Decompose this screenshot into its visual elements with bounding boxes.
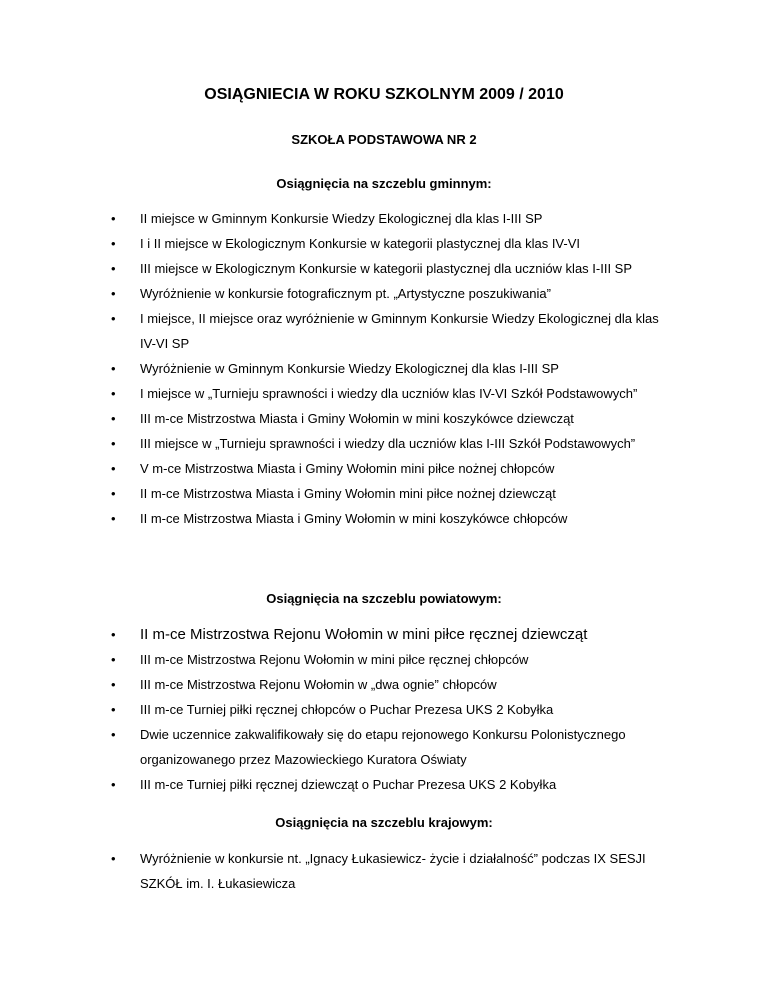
list-item: • I miejsce w „Turnieju sprawności i wiedzy dla uczniów klas IV-VI Szkół Podstawowych” — [0, 381, 768, 406]
bullet-icon: • — [111, 727, 116, 742]
section-heading-county: Osiągnięcia na szczeblu powiatowym: — [266, 591, 502, 606]
school-name: SZKOŁA PODSTAWOWA NR 2 — [291, 132, 477, 147]
bullet-icon: • — [111, 702, 116, 717]
bullet-icon: • — [111, 311, 116, 326]
list-item: • II m-ce Mistrzostwa Miasta i Gminy Wołomin mini piłce nożnej dziewcząt — [0, 481, 768, 506]
county-achievements-list — [0, 622, 768, 797]
list-item: • II m-ce Mistrzostwa Miasta i Gminy Wołomin w mini koszykówce chłopców — [0, 506, 768, 531]
list-item: • II m-ce Mistrzostwa Rejonu Wołomin w mini piłce ręcznej dziewcząt — [0, 622, 768, 647]
list-item: • II miejsce w Gminnym Konkursie Wiedzy Ekologicznej dla klas I-III SP — [0, 206, 768, 231]
bullet-icon: • — [111, 461, 116, 476]
list-item: • III m-ce Mistrzostwa Rejonu Wołomin w mini piłce ręcznej chłopców — [0, 647, 768, 672]
list-item: • Wyróżnienie w Gminnym Konkursie Wiedzy Ekologicznej dla klas I-III SP — [0, 356, 768, 381]
bullet-icon: • — [111, 386, 116, 401]
list-item: • V m-ce Mistrzostwa Miasta i Gminy Wołomin mini piłce nożnej chłopców — [0, 456, 768, 481]
bullet-icon: • — [111, 436, 116, 451]
bullet-icon: • — [111, 286, 116, 301]
list-item: • Wyróżnienie w konkursie nt. „Ignacy Łukasiewicz- życie i działalność” podczas IX SESJI SZKÓŁ im. I. Łukasiewicza — [0, 846, 768, 896]
list-item: • III m-ce Mistrzostwa Miasta i Gminy Wołomin w mini koszykówce dziewcząt — [0, 406, 768, 431]
list-item: • III m-ce Turniej piłki ręcznej chłopców o Puchar Prezesa UKS 2 Kobyłka — [0, 697, 768, 722]
list-item: • Dwie uczennice zakwalifikowały się do etapu rejonowego Konkursu Polonistycznego organizowanego przez Mazowieckiego Kuratora Oświaty — [0, 722, 768, 772]
municipal-achievements-list — [0, 206, 768, 531]
list-item: • Wyróżnienie w konkursie fotograficznym pt. „Artystyczne poszukiwania” — [0, 281, 768, 306]
list-item: • I miejsce, II miejsce oraz wyróżnienie w Gminnym Konkursie Wiedzy Ekologicznej dla klas IV-VI SP — [0, 306, 768, 356]
section-heading-municipal: Osiągnięcia na szczeblu gminnym: — [276, 176, 492, 191]
bullet-icon: • — [111, 486, 116, 501]
bullet-icon: • — [111, 627, 116, 642]
bullet-icon: • — [111, 211, 116, 226]
bullet-icon: • — [111, 361, 116, 376]
list-item: • III m-ce Turniej piłki ręcznej dziewcząt o Puchar Prezesa UKS 2 Kobyłka — [0, 772, 768, 797]
bullet-icon: • — [111, 677, 116, 692]
bullet-icon: • — [111, 851, 116, 866]
page-title: OSIĄGNIECIA W ROKU SZKOLNYM 2009 / 2010 — [204, 86, 564, 103]
bullet-icon: • — [111, 511, 116, 526]
bullet-icon: • — [111, 261, 116, 276]
list-item: • III miejsce w „Turnieju sprawności i wiedzy dla uczniów klas I-III Szkół Podstawowych” — [0, 431, 768, 456]
bullet-icon: • — [111, 236, 116, 251]
bullet-icon: • — [111, 652, 116, 667]
bullet-icon: • — [111, 777, 116, 792]
list-item: • I i II miejsce w Ekologicznym Konkursie w kategorii plastycznej dla klas IV-VI — [0, 231, 768, 256]
list-item: • III m-ce Mistrzostwa Rejonu Wołomin w „dwa ognie” chłopców — [0, 672, 768, 697]
national-achievements-list — [0, 846, 768, 896]
list-item: • III miejsce w Ekologicznym Konkursie w kategorii plastycznej dla uczniów klas I-III SP — [0, 256, 768, 281]
section-heading-national: Osiągnięcia na szczeblu krajowym: — [275, 815, 493, 830]
bullet-icon: • — [111, 411, 116, 426]
